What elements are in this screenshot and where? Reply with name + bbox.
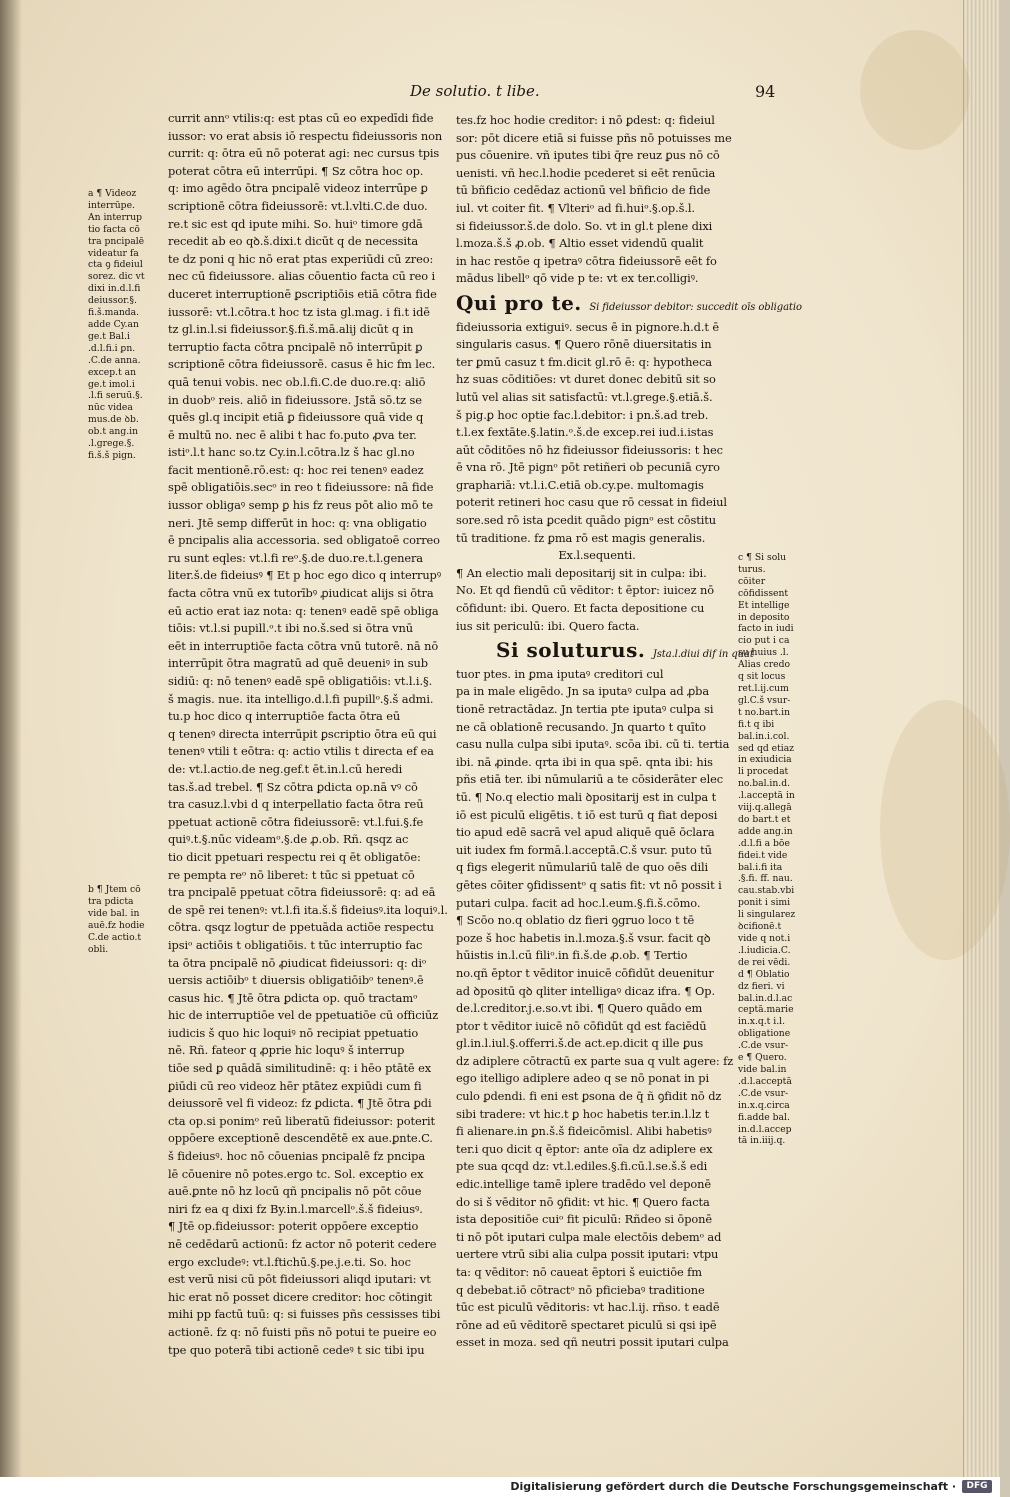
- text-line: quiꝰ.t.§.nūc videamᵒ.§.de ꝓ.ob. Rñ. qsqz ac: [168, 832, 409, 847]
- text-line: š pig.ꝑ hoc optie fac.l.debitor: i pn.š.ad treb.: [456, 407, 709, 422]
- gloss-line: .§.fi. ff. nau.: [738, 873, 793, 885]
- marginal-gloss-a: [88, 188, 166, 462]
- text-line: dz adiplere cōtractū ex parte sua q vult agere: fz: [456, 1053, 734, 1068]
- gloss-line: .l.fi seruū.§.: [88, 390, 143, 402]
- text-line: terruptio facta cōtra pncipalē nō interrūpit ꝑ: [168, 339, 423, 354]
- text-line: ipsiᵒ actiōis t obligatiōis. t tūc interruptio fac: [168, 937, 423, 952]
- gloss-line: in.d.l.accep: [738, 1123, 792, 1135]
- text-line: est verū nisi cū pōt fideiussori aliqd iputari: vt: [168, 1272, 431, 1287]
- text-line: nē cedēdarū actionū: fz actor nō poterit cedere: [168, 1237, 437, 1251]
- text-line: tpe quo poterā tibi actionē cedeꝰ t sic tibi ipu: [168, 1342, 425, 1357]
- gloss-line: .C.de vsur-: [738, 1087, 789, 1099]
- text-line: sidiū: q: nō tenenꝰ eadē spē obligatiōis: vt.l.i.§.: [168, 674, 433, 688]
- text-line: neri. Jtē semp differūt in hoc: q: vna obligatio: [168, 515, 427, 530]
- text-line: sore.sed rō ista ꝑcedit quādo pignᵒ est cōstitu: [456, 513, 716, 528]
- text-line: š fideiusꝰ. hoc nō cōuenias pncipalē fz pncipa: [168, 1149, 426, 1164]
- text-line: pñs etiā ter. ibi nūmulariū a te cōsiderāter elec: [456, 772, 724, 787]
- section-heading-qui-pro-te: [456, 290, 802, 317]
- text-line: eēt in interruptiōe facta cōtra vnū tutorē. nā nō: [168, 638, 439, 653]
- gloss-line: vide bal. in: [88, 907, 140, 919]
- text-line: hz suas cōditiōes: vt duret donec debitū sit so: [456, 372, 716, 387]
- text-line: ppetuat actionē cōtra fideiussorē: vt.l.fui.§.fe: [168, 814, 424, 829]
- gloss-line: videatur fa: [88, 247, 139, 259]
- footer-bar: [0, 1477, 1000, 1497]
- text-line: l.moza.š.š ꝓ.ob. ¶ Altio esset videndū qualit: [456, 236, 704, 251]
- gloss-line: cta ꝯ fideiul: [88, 259, 143, 271]
- text-line: tenenꝰ vtili t eōtra: q: actio vtilis t directa ef ea: [168, 744, 434, 759]
- text-line: casu nulla culpa sibi iputaꝰ. scōa ibi. cū ti. tertia: [456, 737, 730, 752]
- gloss-line: ge.t imol.i: [88, 378, 135, 390]
- gloss-line: Alias credo: [738, 659, 791, 671]
- text-line: iul. vt coiter fit. ¶ Vlteriᵒ ad fi.huiᵒ.§.op.š.l.: [456, 200, 695, 215]
- text-line: ergo excludeꝰ: vt.l.ftichū.§.pe.j.e.ti. So. hoc: [168, 1254, 411, 1269]
- book-gutter-shadow: [0, 0, 22, 1497]
- text-line: currit annᵒ vtilis:q: est ptas cū eo expedīdi fide: [168, 111, 434, 125]
- text-line: ista depositiōe cuiᵒ fit piculū: Rñdeo si ōponē: [456, 1212, 713, 1227]
- text-line: q: imo agēdo ōtra pncipalē videoz interrūpe ꝑ: [168, 181, 428, 196]
- text-line: te dz poni q hic nō erat ptas experiūdi cū zreo:: [168, 251, 434, 266]
- gloss-line: vide q not.i: [738, 933, 791, 944]
- gloss-line: ꝺcifionē.t: [738, 921, 782, 933]
- right-column-bottom-block: [456, 666, 738, 1352]
- text-line: tes.fz hoc hodie creditor: i nō ꝑdest: q: fideiul: [456, 113, 715, 127]
- text-line: de spē rei tenenꝰ: vt.l.fi ita.š.š fideiusꝰ.ita loquiꝰ.l.: [168, 902, 448, 917]
- gloss-line: obli.: [88, 943, 109, 955]
- gloss-line: ob.t ang.in: [88, 426, 138, 438]
- text-line: lē cōuenire nō potes.ergo tc. Sol. exceptio ex: [168, 1166, 424, 1181]
- paper-stain: [880, 700, 1010, 960]
- text-line: tionē retractādaz. Jn tertia pte iputaꝰ culpa si: [456, 702, 714, 716]
- gloss-line: in exiudicia: [738, 754, 792, 766]
- gloss-line: nūc videa: [88, 402, 133, 414]
- text-line: ibi. nā ꝓinde. qrta ibi in qua spē. qnta ibi: his: [456, 754, 713, 769]
- text-line: eū actio erat iaz nota: q: tenenꝰ eadē spē obliga: [168, 603, 439, 618]
- text-line: ad ꝺpositū qꝺ qliter intelligaꝰ dicaz ifra. ¶ Op.: [456, 983, 715, 998]
- text-line: tuor ptes. in ꝑma iputaꝰ creditori cul: [456, 666, 664, 681]
- right-column-top-block: [456, 112, 738, 288]
- text-line: currit: q: ōtra eū nō poterat agi: nec cursus tpis: [168, 146, 440, 161]
- text-line: singularis casus. ¶ Quero rōnē diuersitatis in: [456, 337, 712, 352]
- gloss-line: fidei.t vide: [738, 849, 788, 861]
- footer-credit: Digitalisierung gefördert durch die Deutsche Forschungsgemeinschaft ·: [510, 1480, 956, 1493]
- gloss-line: ponit i simi: [738, 897, 791, 909]
- text-line: uersis actiōibᵒ t diuersis obligatiōibᵒ tenenꝰ.ē: [168, 973, 424, 988]
- gloss-line: fi.š.š pign.: [88, 449, 136, 461]
- text-line: casus hic. ¶ Jtē ōtra ꝑdicta op. quō tractamᵒ: [168, 990, 418, 1005]
- text-line: tū. ¶ No.q electio mali ꝺpositarij est in culpa t: [456, 789, 717, 804]
- gloss-line: c ¶ Si solu: [738, 552, 787, 563]
- gloss-line: interrūpe.: [88, 199, 135, 211]
- text-line: ē vna rō. Jtē pignᵒ pōt retiñeri ob pecuniā cyro: [456, 460, 720, 475]
- text-line: esset in moza. sed qñ neutri possit iputari culpa: [456, 1335, 729, 1350]
- text-line: uit iudex fm formā.l.acceptā.C.š vsur. puto tū: [456, 842, 712, 857]
- text-line: uertere vtrū sibi alia culpa possit iputari: vtpu: [456, 1247, 719, 1262]
- running-title: De solutio. t libe.: [410, 82, 540, 100]
- text-line: tra casuz.l.vbi d q interpellatio facta ōtra reū: [168, 797, 424, 812]
- text-line: sor: pōt dicere etiā si fuisse pñs nō potuisses me: [456, 130, 732, 145]
- gloss-line: facto in iudi: [738, 623, 794, 635]
- gloss-line: excep.t an: [88, 366, 137, 378]
- gloss-line: bal.in.d.l.ac: [738, 992, 793, 1004]
- gloss-line: vide bal.in: [738, 1063, 787, 1075]
- gloss-line: d ¶ Oblatio: [738, 968, 790, 980]
- text-line: culo ꝑdendi. fi eni est ꝑsona de q̄ ñ ꝯfidit nō dz: [456, 1089, 722, 1104]
- gloss-line: no.bal.in.d.: [738, 778, 791, 790]
- text-line: in hac restōe q ipetraꝰ cōtra fideiussorē eēt fo: [456, 253, 717, 268]
- text-line: graphariā: vt.l.i.C.etiā ob.cy.pe. multomagis: [456, 477, 704, 492]
- page-number: 94: [755, 82, 776, 101]
- gloss-line: .C.de anna.: [88, 354, 141, 366]
- text-line: q debebat.iō cōtractᵒ nō pficiebaꝰ traditione: [456, 1282, 705, 1297]
- text-line: ta ōtra pncipalē nō ꝓiudicat fideiussori: q: diᵒ: [168, 955, 427, 970]
- gloss-line: .d.l.fi.i ꝑn.: [88, 342, 136, 354]
- gloss-line: li singularez: [738, 909, 796, 921]
- gloss-line: .d.l.fi a bōe: [738, 837, 790, 849]
- left-text-column: [168, 110, 448, 1359]
- text-line: hic de interruptiōe vel de ppetuatiōe cū officiūz: [168, 1008, 439, 1023]
- text-line: scriptionē cōtra fideiussorē: vt.l.vlti.C.de duo.: [168, 198, 428, 213]
- gloss-line: ret.l.ij.cum: [738, 682, 789, 694]
- gloss-line: b ¶ Jtem cō: [88, 884, 141, 895]
- gloss-line: in deposito: [738, 611, 790, 623]
- text-line: poterit retineri hoc casu que rō cessat in fideiul: [456, 495, 727, 510]
- text-line: iussor: vo erat absis iō respectu fideiussoris non: [168, 128, 443, 143]
- text-line: tra pncipalē ppetuat cōtra fideiussorē: q: ad eā: [168, 885, 436, 900]
- text-line: interrūpit ōtra magratū ad quē deueniꝰ in sub: [168, 656, 428, 671]
- text-line: t.l.ex fextāte.§.latin.ᵒ.š.de excep.rei iud.i.istas: [456, 425, 714, 440]
- text-line: lutū vel alias sit satisfactū: vt.l.grege.§.etiā.š.: [456, 389, 713, 404]
- text-line: quēs gl.q incipit etiā ꝑ fideiussore quā vide q: [168, 410, 424, 425]
- gloss-line: li procedat: [738, 766, 789, 778]
- gloss-line: a ¶ Videoz: [88, 188, 137, 199]
- gloss-line: .d.l.acceptā: [738, 1075, 792, 1087]
- gloss-line: bal.in.i.col.: [738, 730, 790, 742]
- text-line: tio dicit ppetuari respectu rei q ēt obligatōe:: [168, 849, 421, 864]
- text-line: gl.in.l.iul.§.offerri.š.de act.ep.dicit q ille ꝑus: [456, 1036, 704, 1051]
- gloss-line: auē.fz hodie: [88, 919, 145, 931]
- gloss-line: cōfidissent: [738, 587, 789, 599]
- section-heading-si-soluturus: [456, 638, 754, 664]
- gloss-line: ceptā.marie: [738, 1004, 794, 1016]
- section-heading-word: Si soluturus.: [496, 638, 646, 663]
- gloss-line: gl.C.š vsur-: [738, 694, 791, 706]
- gloss-line: ge.t Bal.i: [88, 330, 130, 342]
- text-line: tiōe sed ꝑ quādā similitudinē: q: i hēo ptātē ex: [168, 1061, 432, 1076]
- text-line: si fideiussor.š.de dolo. So. vt in gl.t plene dixi: [456, 218, 713, 233]
- gloss-line: bal.i.fi ita: [738, 861, 783, 873]
- dfg-logo: DFG: [962, 1480, 992, 1493]
- text-line: q tenenꝰ directa interrūpit ꝑscriptio ōtra eū qui: [168, 726, 437, 741]
- text-line: mihi pp factū tuū: q: si fuisses pñs cessisses tibi: [168, 1307, 441, 1322]
- gloss-line: C.de actio.t: [88, 931, 142, 943]
- gloss-line: fi.t q ibi: [738, 718, 775, 730]
- text-line: ¶ Jtē op.fideiussor: poterit oppōere exceptio: [168, 1219, 419, 1234]
- gloss-line: tra pdicta: [88, 895, 134, 907]
- gloss-line: de rei vēdi.: [738, 956, 791, 968]
- gloss-line: fi.š.manda.: [88, 307, 140, 319]
- text-line: hūistis in.l.cū filiᵒ.in fi.š.de ꝓ.ob. ¶ Tertio: [456, 948, 688, 963]
- text-line: edic.intellige tamē iplere tradēdo vel deponē: [456, 1177, 712, 1192]
- gloss-line: .C.de vsur-: [738, 1040, 789, 1052]
- text-line: tū bñficio cedēdaz actionū vel bñficio de fide: [456, 183, 711, 198]
- text-line: do si š vēditor nō ꝯfidit: vt hic. ¶ Quero facta: [456, 1194, 710, 1209]
- text-line: putari culpa. facit ad hoc.l.eum.§.fi.š.cōmo.: [456, 895, 701, 910]
- gloss-line: do bart.t et: [738, 813, 791, 825]
- text-line: iō est piculū eligētis. t iō est turū q fiat deposi: [456, 807, 718, 822]
- gloss-line: obligatione: [738, 1028, 791, 1040]
- text-line: ego itelligo adiplere adeo q se nō ponat in pi: [456, 1071, 710, 1086]
- text-line: facit mentionē.rō.est: q: hoc rei tenenꝰ eadez: [168, 462, 424, 477]
- text-line: no.qñ ēptor t vēditor inuicē cōfidūt deuenitur: [456, 965, 714, 980]
- text-line: ru sunt eqles: vt.l.fi reᵒ.§.de duo.re.t.l.genera: [168, 550, 423, 565]
- text-line: pus cōuenire. vñ iputes tibi q̄re reuz ꝑus nō cō: [456, 148, 720, 163]
- text-line: sibi tradere: vt hic.t ꝑ hoc habetis ter.in.l.lz t: [456, 1106, 710, 1121]
- text-line: ne cā oblationē recusando. Jn quarto t quīto: [456, 719, 706, 734]
- marginal-gloss-c: [738, 552, 808, 1147]
- text-line: tio apud edē sacrā vel apud aliquē quē ōclara: [456, 825, 715, 840]
- gloss-line: su huius .l.: [738, 647, 789, 659]
- gloss-line: q sit locus: [738, 671, 786, 683]
- text-line: istiᵒ.l.t hanc so.tz Cy.in.l.cōtra.lz š hac gl.no: [168, 445, 415, 460]
- gloss-line: viij.q.allegā: [738, 802, 792, 814]
- text-line: duceret interruptionē ꝑscriptiōis etiā cōtra fide: [168, 286, 437, 301]
- text-line: de: vt.l.actio.de neg.gef.t ēt.in.l.cū heredi: [168, 761, 403, 776]
- text-line: cta op.si ponimᵒ reū liberatū fideiussor: poterit: [168, 1113, 435, 1128]
- text-line: nē. Rñ. fateor q ꝓprie hic loquꝰ š interrup: [168, 1043, 405, 1058]
- text-line: facta cōtra vnū ex tutorībꝰ ꝓiudicat alijs si ōtra: [168, 586, 434, 601]
- text-line: deiussorē vel fi videoz: fz ꝑdicta. ¶ Jtē ōtra ꝑdi: [168, 1096, 432, 1111]
- gloss-line: tio facta cō: [88, 223, 140, 235]
- gloss-line: .l.grege.§.: [88, 438, 135, 450]
- text-line: auē.ꝑnte nō hz locū qñ pncipalis nō pōt cōue: [168, 1184, 422, 1199]
- text-line: quā tenui vobis. nec ob.l.fi.C.de duo.re.q: aliō: [168, 374, 426, 389]
- gloss-line: adde ang.in: [738, 825, 793, 837]
- text-line: oppōere exceptionē descendētē ex aue.ꝑnte.C.: [168, 1131, 433, 1146]
- centered-reference: Ex.l.sequenti.: [558, 548, 636, 563]
- gloss-line: tra pncipalē: [88, 235, 145, 247]
- section-heading-inline: Jsta.l.diui dif in quat: [652, 649, 754, 661]
- text-line: poterat cōtra eū interrūpi. ¶ Sz cōtra hoc op.: [168, 163, 424, 178]
- text-line: poze š hoc habetis in.l.moza.§.š vsur. facit qꝺ: [456, 930, 711, 945]
- text-line: ¶ An electio mali depositarij sit in culpa: ibi.: [456, 565, 707, 580]
- text-line: ꝑiūdi cū reo videoz hēr ptātez expiūdi cum fi: [168, 1078, 422, 1093]
- right-column-mid-block: [456, 319, 738, 548]
- gloss-line: t no.bart.in: [738, 706, 791, 718]
- gloss-line: fi.adde bal.: [738, 1111, 790, 1123]
- text-line: tu.p hoc dico q interruptiōe facta ōtra eū: [168, 709, 401, 724]
- gloss-line: dixi in.d.l.fi: [88, 283, 141, 295]
- text-line: scriptionē cōtra fideiussorē. casus ē hic fm lec.: [168, 357, 436, 372]
- gloss-line: .l.acceptā in: [738, 790, 795, 802]
- gloss-line: cōiter: [738, 575, 766, 587]
- text-line: pte sua qcqd dz: vt.l.ediles.§.fi.cū.l.se.š.š edi: [456, 1159, 708, 1174]
- text-line: ¶ Scōo no.q oblatio dz fieri ꝯgruo loco t tē: [456, 913, 695, 928]
- gloss-line: An interrup: [88, 211, 143, 223]
- gloss-line: .l.iudicia.C.: [738, 944, 791, 956]
- text-line: spē obligatiōis.secᵒ in reo t fideiussore: nā fide: [168, 480, 434, 495]
- text-line: tz gl.in.l.si fideiussor.§.fi.š.mā.alij dicūt q in: [168, 322, 414, 337]
- gloss-line: dz fieri. vi: [738, 980, 785, 992]
- gloss-line: sorez. dic vt: [88, 271, 145, 283]
- gloss-line: cio put i ca: [738, 635, 790, 647]
- text-line: niri fz ea q dixi fz By.in.l.marcellᵒ.š.š fideiusꝰ.: [168, 1201, 423, 1216]
- text-line: ter.i quo dicit q ēptor: ante oīa dz adiplere ex: [456, 1141, 713, 1156]
- text-line: ius sit periculū: ibi. Quero facta.: [456, 618, 640, 633]
- marginal-gloss-b: [88, 884, 158, 955]
- text-line: liter.š.de fideiusꝰ ¶ Et p hoc ego dico q interrupꝰ: [168, 568, 441, 583]
- text-line: tiōis: vt.l.si pupill.ᵒ.t ibi no.š.sed si ōtra vnū: [168, 621, 413, 636]
- text-line: ter ꝑmū casuz t fm.dicit gl.rō ē: q: hypotheca: [456, 354, 712, 369]
- right-column-summary-block: [456, 565, 738, 635]
- text-line: recedit ab eo qꝺ.š.dixi.t dicūt q de necessita: [168, 234, 419, 249]
- gloss-line: Et intellige: [738, 599, 790, 611]
- text-line: ptor t vēditor iuicē nō cōfidūt qd est faciēdū: [456, 1018, 707, 1033]
- text-line: tas.š.ad trebel. ¶ Sz cōtra ꝑdicta op.nā vꝰ cō: [168, 779, 418, 794]
- text-line: de.l.creditor.j.e.so.vt ibi. ¶ Quero quādo em: [456, 1001, 703, 1016]
- text-line: fideiussoria extiguiꝰ. secus ē in pignore.h.d.t ē: [456, 319, 720, 334]
- text-line: hic erat nō posset dicere creditor: hoc cōtingit: [168, 1289, 433, 1304]
- text-line: q figs elegerit nūmulariū talē de quo oēs dili: [456, 860, 709, 875]
- text-line: cōfidunt: ibi. Quero. Et facta depositione cu: [456, 601, 705, 616]
- gloss-line: in.x.q.circa: [738, 1099, 790, 1111]
- text-line: re pempta reᵒ nō liberet: t tūc si ppetuat cō: [168, 867, 415, 882]
- text-line: gētes cōiter ꝯfidissentᵒ q satis fit: vt nō possit i: [456, 877, 722, 892]
- text-line: nec cū fideiussore. alias cōuentio facta cū reo i: [168, 269, 436, 284]
- text-line: aūt cōditōes nō hz fideiussor fideiussoris: t hec: [456, 442, 723, 457]
- text-line: No. Et qd fiendū cū vēditor: t ēptor: iuicez nō: [456, 583, 714, 598]
- text-line: ē multū no. nec ē alibi t hac fo.puto ꝓva ter.: [168, 427, 417, 442]
- text-line: tū traditione. fz ꝑma rō est magis generalis.: [456, 530, 706, 545]
- gloss-line: cau.stab.vbi: [738, 885, 795, 897]
- text-line: actionē. fz q: nō fuisti pñs nō potui te pueire eo: [168, 1324, 437, 1339]
- text-line: iussorē: vt.l.cōtra.t hoc tz ista gl.mag. i fi.t idē: [168, 304, 430, 319]
- text-line: in duobᵒ reis. aliō in fideiussore. Jstā sō.tz se: [168, 392, 422, 407]
- text-line: cōtra. qsqz logtur de ppetuāda actiōe respectu: [168, 920, 434, 935]
- text-line: mādus libellᵒ qō vide p te: vt ex ter.colligiꝰ.: [456, 271, 699, 286]
- text-line: re.t sic est qd ipute mihi. So. huiᵒ timore gdā: [168, 216, 423, 231]
- gloss-line: in.x.q.t i.l.: [738, 1016, 786, 1028]
- text-line: pa in male eligēdo. Jn sa iputaꝰ culpa ad ꝓba: [456, 684, 710, 699]
- page-header: [410, 82, 780, 106]
- gloss-line: sed qd etiaz: [738, 742, 795, 754]
- gloss-line: tā in.iiij.q.: [738, 1135, 786, 1147]
- text-line: ta: q vēditor: nō caueat ēptori š euictiōe fm: [456, 1265, 702, 1279]
- gloss-line: mus.de ꝺb.: [88, 414, 139, 426]
- text-line: š magis. nue. ita intelligo.d.l.fi pupillᵒ.§.š admi.: [168, 691, 434, 706]
- text-line: iudicis š quo hic loquiꝰ nō recipiat ppetuatio: [168, 1025, 419, 1040]
- text-line: tūc est piculū vēditoris: vt hac.l.ij. rñso. t eadē: [456, 1300, 720, 1315]
- text-line: ē pncipalis alia accessoria. sed obligatoē correo: [168, 533, 440, 548]
- section-heading-word: Qui pro te.: [456, 290, 582, 315]
- gloss-line: adde Cy.an: [88, 318, 139, 330]
- paper-stain: [860, 30, 970, 150]
- text-line: rōne ad eū vēditorē spectaret piculū si qsi ipē: [456, 1317, 717, 1332]
- text-line: iussor obligaꝰ semp ꝑ his fz reus pōt alio mō te: [168, 498, 433, 513]
- text-line: fi alienare.in ꝑn.š.š fideicōmisl. Alibi habetisꝰ: [456, 1124, 712, 1139]
- gloss-line: e ¶ Quero.: [738, 1052, 787, 1064]
- section-heading-inline: Si fideiussor debitor: succedit oīs obligatio: [589, 301, 802, 313]
- text-line: ti nō pōt iputari culpa male electōis debemᵒ ad: [456, 1229, 722, 1244]
- gloss-line: turus.: [738, 563, 766, 575]
- gloss-line: deiussor.§.: [88, 295, 137, 307]
- text-line: uenisti. vñ hec.l.hodie pcederet si eēt renūcia: [456, 165, 716, 180]
